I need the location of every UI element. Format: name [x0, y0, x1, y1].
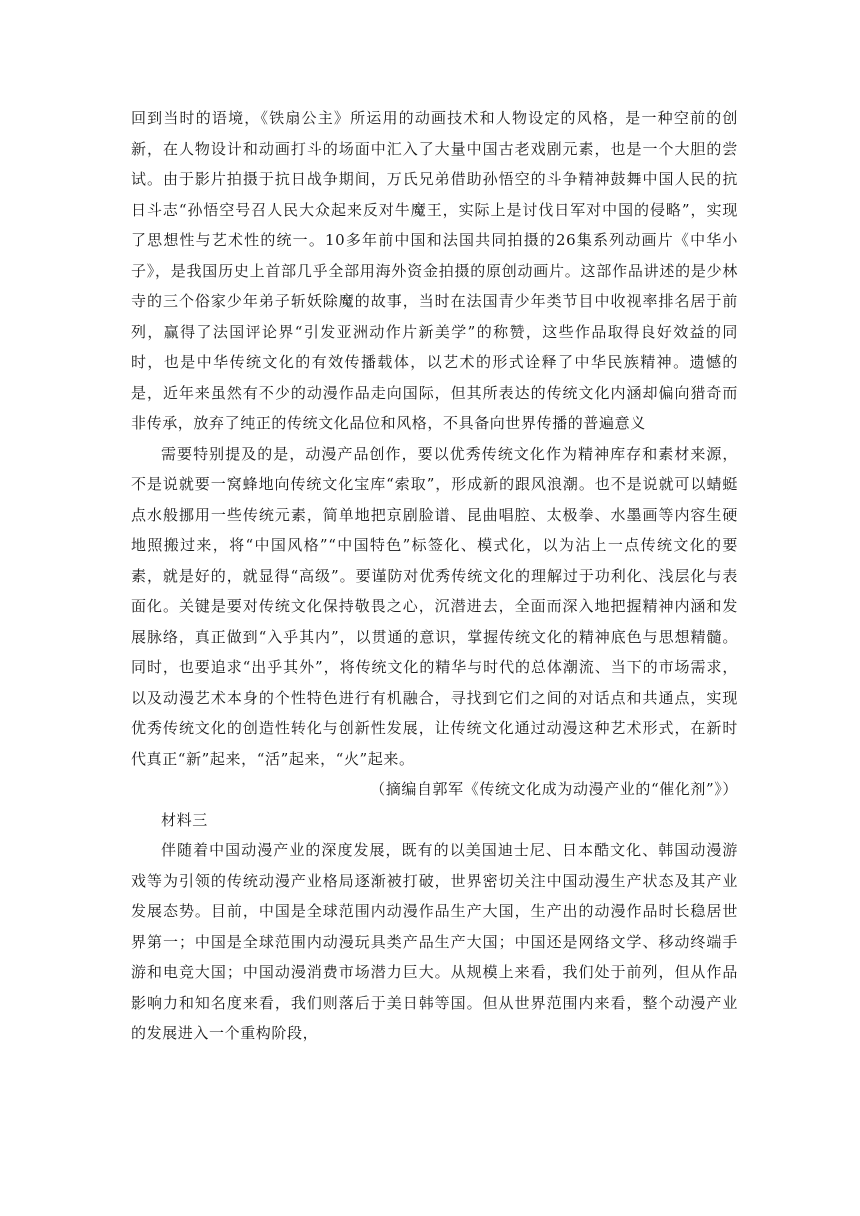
body-paragraph-3: 伴随着中国动漫产业的深度发展，既有的以美国迪士尼、日本酷文化、韩国动漫游戏等为引领的传统动漫产业格局逐渐被打破，世界密切关注中国动漫生产状态及其产业发展态势。目前，中国是全球范围内动漫作品生产大国，生产出的动漫作品时长稳居世界第一；中国是全球范围内动漫玩具类产品生产大国；中国还是网络文学、移动终端手游和电竞大国；中国动漫消费市场潜力巨大。从规模上来看，我们处于前列，但从作品影响力和知名度来看，我们则落后于美日韩等国。但从世界范围内来看，整个动漫产业的发展进入一个重构阶段， [131, 841, 738, 1042]
body-paragraph-1: 回到当时的语境，《铁扇公主》所运用的动画技术和人物设定的风格，是一种空前的创新，在人物设计和动画打斗的场面中汇入了大量中国古老戏剧元素，也是一个大胆的尝试。由于影片拍摄于抗日战争期间，万氏兄弟借助孙悟空的斗争精神鼓舞中国人民的抗日斗志“孙悟空号召人民大众起来反对牛魔王，实际上是讨伐日军对中国的侵略”，实现了思想性与艺术性的统一。10多年前中国和法国共同拍摄的26集系列动画片《中华小子》，是我国历史上首部几乎全部用海外资金拍摄的原创动画片。这部作品讲述的是少林寺的三个俗家少年弟子斩妖除魔的故事，当时在法国青少年类节目中收视率排名居于前列，赢得了法国评论界“引发亚洲动作片新美学”的称赞，这些作品取得良好效益的同时，也是中华传统文化的有效传播载体，以艺术的形式诠释了中华民族精神。遗憾的是，近年来虽然有不少的动漫作品走向国际，但其所表达的传统文化内涵却偏向猎奇而非传承，放弃了纯正的传统文化品位和风格，不具备向世界传播的普遍意义 [131, 109, 738, 432]
document-body [131, 103, 738, 1049]
section-label: 材料三 [161, 810, 208, 829]
body-paragraph-2: 需要特别提及的是，动漫产品创作，要以优秀传统文化作为精神库存和素材来源，不是说就要一窝蜂地向传统文化宝库“索取”，形成新的跟风浪潮。也不是说就可以蜻蜓点水般挪用一些传统元素，简单地把京剧脸谱、昆曲唱腔、太极拳、水墨画等内容生硬地照搬过来，将“中国风格”“中国特色”标签化、模式化，以为沾上一点传统文化的要素，就是好的，就显得“高级”。要谨防对优秀传统文化的理解过于功利化、浅层化与表面化。关键是要对传统文化保持敬畏之心，沉潜进去，全面而深入地把握精神内涵和发展脉络，真正做到“入乎其内”，以贯通的意识，掌握传统文化的精神底色与思想精髓。同时，也要追求“出乎其外”，将传统文化的精华与时代的总体潮流、当下的市场需求，以及动漫艺术本身的个性特色进行有机融合，寻找到它们之间的对话点和共通点，实现优秀传统文化的创造性转化与创新性发展，让传统文化通过动漫这种艺术形式，在新时代真正“新”起来，“活”起来，“火”起来。 [131, 444, 738, 768]
source-citation: （摘编自郭军《传统文化成为动漫产业的“催化剂”》） [370, 780, 738, 798]
